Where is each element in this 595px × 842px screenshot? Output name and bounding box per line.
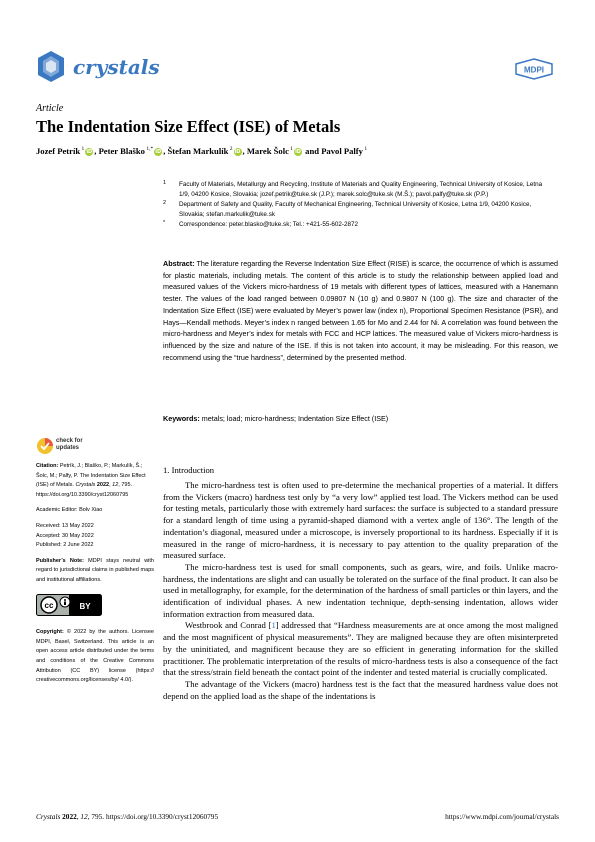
cc-by-license-icon[interactable] <box>36 594 102 616</box>
keywords-label: Keywords: <box>163 414 200 423</box>
affiliation-number: * <box>163 220 166 227</box>
paragraph: The micro-hardness test is used for small components, such as gears, wire, and foils. Unlike macro-hardness, the indentations are slight and can usually be tolerated on the surface of the final product. It can also be used in metallography, for example, for the determination of the hardness of small particles or thin layers, and the identification of individual phases. A new indentation technique, depth-sensing indentation, allows wider information extraction from measured data. <box>163 561 558 619</box>
article-sidebar <box>36 462 154 692</box>
mdpi-logo-icon <box>514 58 554 80</box>
abstract <box>163 258 558 363</box>
affiliation-item <box>163 180 543 199</box>
affiliation-text: Correspondence: peter.blasko@tuke.sk; Tel.: +421-55-602-2872 <box>179 221 359 229</box>
author-separator: , <box>242 146 247 156</box>
check-updates-line1: check for <box>56 438 83 444</box>
footer-journal-url[interactable]: https://www.mdpi.com/journal/crystals <box>445 812 559 821</box>
footer-year: 2022 <box>62 812 77 821</box>
academic-editor: Academic Editor: Bolv Xiao <box>36 507 103 514</box>
affiliation-item <box>163 200 543 219</box>
publisher-note <box>36 557 154 586</box>
abstract-label: Abstract: <box>163 259 195 268</box>
citation-label: Citation: <box>36 463 59 469</box>
article-type: Article <box>36 103 64 114</box>
affiliation-list <box>163 180 543 231</box>
paragraph: The micro-hardness test is often used to pre-determine the mechanical properties of a material. It differs from the Vickers (macro) hardness test only by “a very low” applied test load. The Vickers method can be used for testing metals, particularly those with extremely hard surfaces: the surface is subjected to a standard pressure for a standard length of time using a pyramid-shaped diamond with a vertex angle of 136°. The length of the indentation’s diagonal, measured under a microscope, is inversely proportional to its hardness. Especially if it is measured in the range of micro-hardness, it is necessary to pay attention to the quality preparation of the measured surface. <box>163 480 558 561</box>
footer-citation: Crystals 2022, 12, 795. https://doi.org/10.3390/cryst12060795 <box>36 812 219 821</box>
orcid-icon[interactable]: iD <box>155 149 162 156</box>
orcid-icon[interactable]: iD <box>86 149 93 156</box>
author-separator: , <box>163 146 168 156</box>
check-updates-icon <box>36 436 54 456</box>
mdpi-logo-text: MDPI <box>524 65 544 75</box>
author-name: Pavol Palfy <box>321 146 363 156</box>
footer-journal: Crystals <box>36 812 61 821</box>
affiliation-item <box>163 220 543 230</box>
publisher-note-text: MDPI stays neutral with regard to jurisdictional claims in published maps and institutional affiliations. <box>36 557 154 583</box>
affiliation-text: Department of Safety and Quality, Faculty of Mechanical Engineering, Technical University of Kosice, Letna 1/9, 04200 Kosice, Slovakia; stefan.markulik@tuke.sk <box>179 201 532 218</box>
publisher-note-label: Publisher’s Note: <box>36 557 84 564</box>
orcid-icon[interactable]: iD <box>295 149 301 156</box>
paragraph: Westbrook and Conrad [1] addressed that “Hardness measurements are at once among the most maligned and the most magnificent of physical measurements”. They are maligned because they are often misinterpreted by the uninitiated, and magnificent because they are so efficient in generating information for the skilled practitioner. The problematic interpretation of the results of micro-hardness tests is also a consequence of the fact that the stress/strain field beneath the contact point of the indenter and tested material is crucially complicated. <box>163 620 558 678</box>
affiliation-number: 1 <box>163 180 167 186</box>
keywords <box>163 414 558 423</box>
citation-year: 2022 <box>96 482 110 489</box>
author-affiliation-marker: 1 <box>362 146 368 153</box>
affiliation-text: Faculty of Materials, Metallurgy and Recycling, Institute of Materials and Quality Engineering, Technical University of Kosice, Letna 1/9, 04200 Kosice, Slovakia; jozef.petrik@tuke.sk (J.P.); marek.solc@tuke.sk (M.Š.); pavol.palfy@tuke.sk (P.P.) <box>179 181 543 198</box>
copyright-block <box>36 628 154 686</box>
by-badge-text: BY <box>79 601 91 611</box>
journal-logo-icon <box>36 50 66 83</box>
affiliation-number: 2 <box>163 200 167 207</box>
citation-journal: Crystals <box>75 482 96 489</box>
author-name: Peter Blaško <box>98 146 145 156</box>
author-separator: , <box>94 146 99 156</box>
author-affiliation-marker: 1,* <box>144 146 154 153</box>
abstract-text: The literature regarding the Reverse Indentation Size Effect (RISE) is scarce, the occurrence of which is assumed for plastic materials, including metals. The content of this article is to study the relationship between applied load and measured values of the Vickers micro-hardness of 19 metals with different types of lattices, measured with a Hanemann tester. The values of the load ranged between 0.09807 N (10 g) and 0.9807 N (100 g). The size and character of the Indentation Size Effect (ISE) were evaluated by Meyer’s power law (index n), Proportional Specimen Resistance (PSR), and Hays—Kendall methods. Meyer’s index n ranged between 1.65 for Mo and 2.44 for Ni. A correlation was found between the micro-hardness and Meyer’s index for metals with FCC and HCP lattices. The measured value of Vickers micro-hardness is influenced by the size and nature of the ISE. If this is not taken into account, it may be misleading. For this reason, we recommend using the “true hardness”, determined by the presented method. <box>163 259 558 362</box>
author-separator: and <box>303 146 322 156</box>
section-heading: 1. Introduction <box>163 465 215 475</box>
paragraph: The advantage of the Vickers (macro) hardness test is the fact that the measured hardness value does not depend on the applied load as the shape of the indentations is <box>163 678 558 701</box>
dates-block <box>36 522 154 551</box>
received-date: Received: 13 May 2022 <box>36 522 94 529</box>
accepted-date: Accepted: 30 May 2022 <box>36 532 94 539</box>
author-list <box>36 146 566 156</box>
keywords-text: metals; load; micro-hardness; Indentation Size Effect (ISE) <box>201 414 389 423</box>
footer-volume: 12 <box>80 812 88 821</box>
copyright-label: Copyright: <box>36 629 64 636</box>
body-text <box>163 480 558 702</box>
check-updates-line2: updates <box>56 445 80 451</box>
reference-link[interactable]: 1 <box>271 620 276 631</box>
journal-name: crystals <box>73 55 160 79</box>
article-title: The Indentation Size Effect (ISE) of Metals <box>36 117 341 136</box>
citation-block: Citation: Petrík, J.; Blaško, P.; Markulík, Š.; Šolc, M.; Palfy, P. The Indentation Size Effect (ISE) of Metals. Crystals 2022, 12, 795. https://doi.org/10.3390/cryst12060795 <box>36 463 146 498</box>
author-affiliation-marker: 1 <box>288 146 294 153</box>
author-name: Jozef Petrík <box>36 146 81 156</box>
published-date: Published: 2 June 2022 <box>36 542 94 549</box>
check-for-updates-button[interactable] <box>36 436 96 458</box>
author-affiliation-marker: 1 <box>80 146 85 153</box>
cc-badge-text: cc <box>44 600 54 610</box>
footer-doi[interactable]: , 795. https://doi.org/10.3390/cryst12060795 <box>87 812 219 821</box>
citation-text: Petrík, J.; Blaško, P.; Markulík, Š.; Šolc, M.; Palfy, P. The Indentation Size Effect (ISE) of Metals. <box>36 463 146 489</box>
copyright-text: © 2022 by the authors. Licensee MDPI, Basel, Switzerland. This article is an open access article distributed under the terms and conditions of the Creative Commons Attribution (CC BY) license (https:// creativecommons.org/licenses/by/ 4.0/). <box>36 629 154 684</box>
citation-volume: 12 <box>112 482 119 489</box>
orcid-icon[interactable]: iD <box>234 149 241 156</box>
author-name: Štefan Markulík <box>167 146 229 156</box>
author-name: Marek Šolc <box>246 146 289 156</box>
author-affiliation-marker: 2 <box>228 146 233 153</box>
citation-pages[interactable]: , 795. https://doi.org/10.3390/cryst12060795 <box>36 482 133 498</box>
